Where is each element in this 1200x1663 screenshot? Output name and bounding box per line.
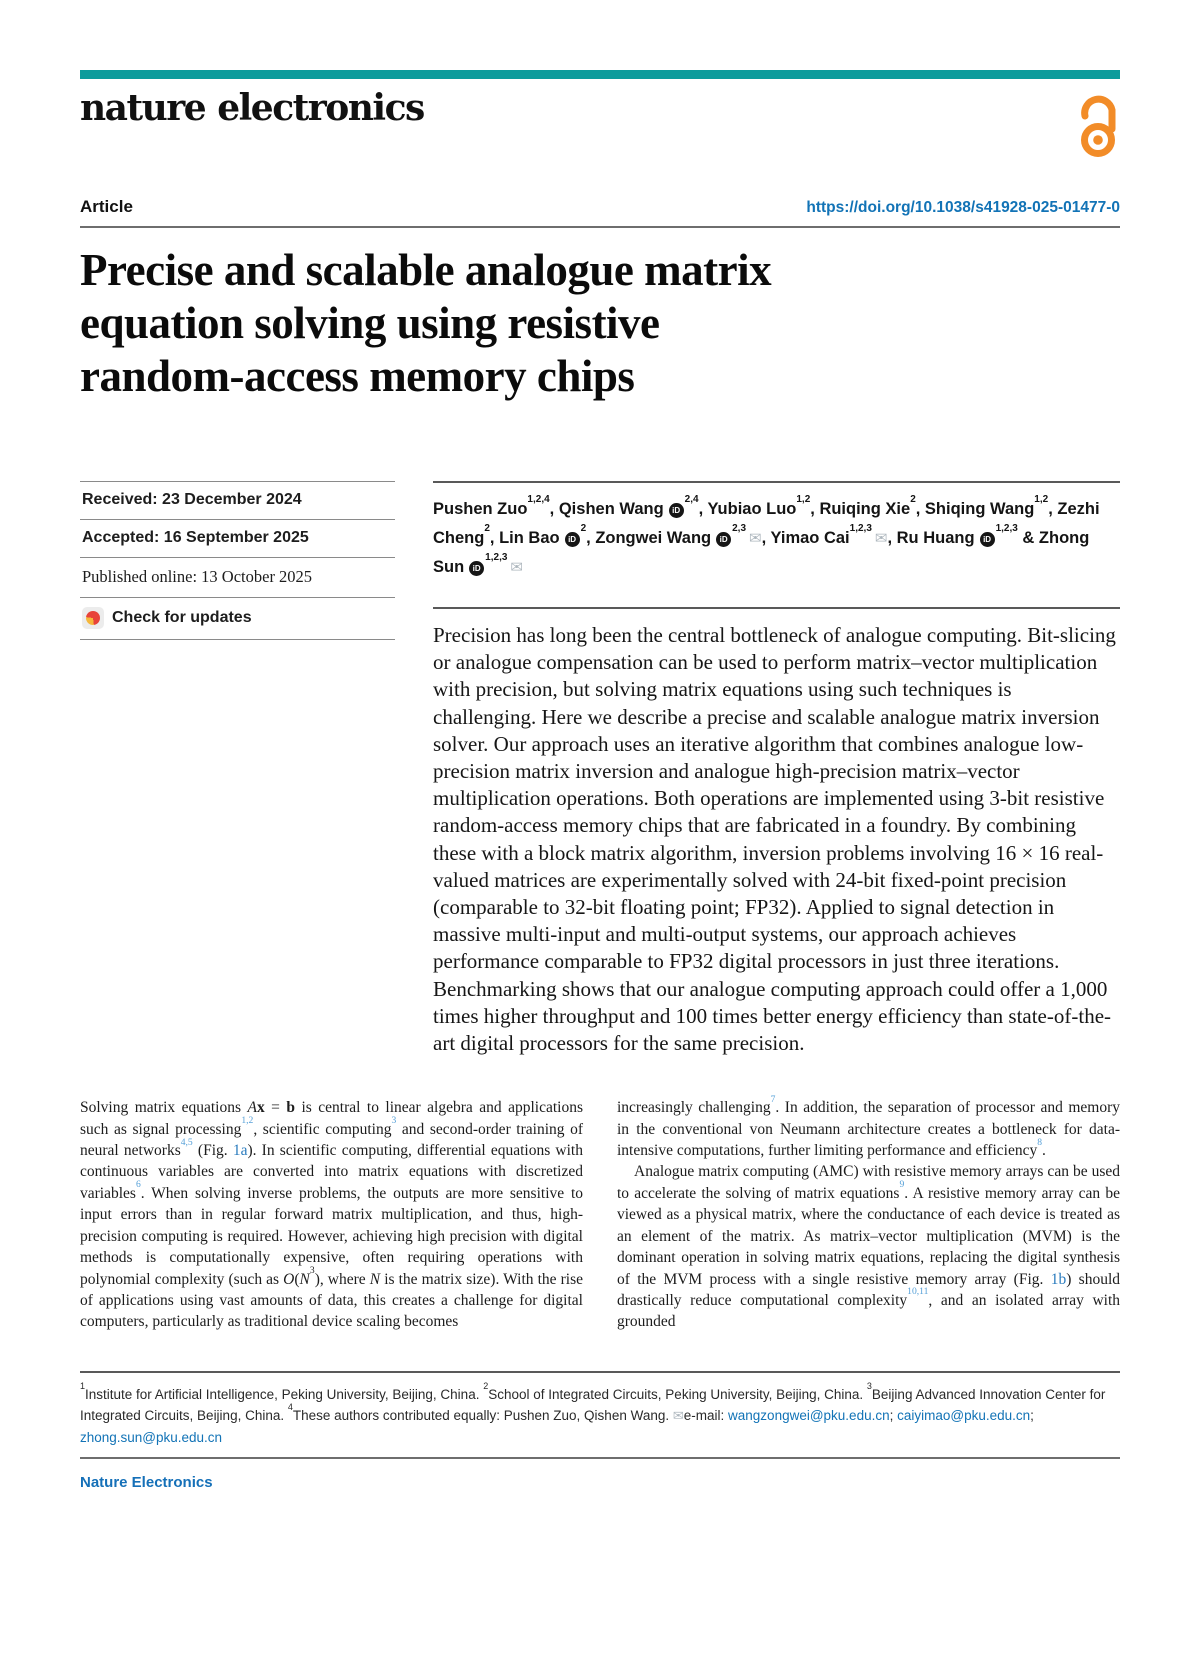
check-for-updates-label: Check for updates — [112, 609, 252, 626]
email-icon[interactable]: ✉ — [510, 558, 523, 576]
affiliation-superscript: 1,2,4 — [527, 493, 550, 505]
body-column-right — [617, 1093, 1121, 1332]
author-name: Ruiqing Xie — [819, 500, 911, 518]
inline-link[interactable]: caiyimao@pku.edu.cn — [897, 1407, 1031, 1423]
author-name: Zhong Sun — [433, 529, 1090, 576]
article-header-row — [80, 197, 1120, 228]
paragraph: Solving matrix equations Ax = b is central to linear algebra and applications such as signal processing$^{1,2}$, scientific computing$^3$ and second-order training of neural networks$^{4,5}$ (Fig. 1a). In scientific computing, differential equations with continuous variables are converted into matrix equations with discretized variables$^6$. When solving inverse problems, the outputs are more sensitive to input errors than in regular forward matrix multiplication, and thus, high-precision computing is required. However, achieving high precision with digital methods is computationally expensive, often requiring operations with polynomial complexity (such as $O(N^3)$, where N is the matrix size). With the rise of applications using vast amounts of data, this creates a challenge for digital computers, particularly as traditional device scaling becomes — [80, 1099, 583, 1331]
body-text — [80, 1093, 1121, 1332]
masthead — [80, 89, 1120, 165]
received-date: Received: 23 December 2024 — [80, 481, 395, 519]
published-date: Published online: 13 October 2025 — [80, 557, 395, 597]
doi-link[interactable]: https://doi.org/10.1038/s41928-025-01477-0 — [806, 199, 1120, 216]
author-name: Lin Bao — [499, 529, 560, 547]
affiliation-superscript: 1,2,3 — [485, 551, 508, 563]
citation-link[interactable]: 7 — [770, 1093, 776, 1105]
affiliation-superscript: 1,2 — [796, 493, 811, 505]
page-footer — [80, 1457, 1120, 1492]
email-icon[interactable]: ✉ — [874, 529, 888, 547]
citation-link[interactable]: 4,5 — [180, 1136, 193, 1148]
authors-list: Pushen Zuo$^{1,2,4}$, Qishen Wang iD$^{2,4}$, Yubiao Luo$^{1,2}$, Ruiqing Xie$^2$, Shiqing Wang$^{1,2}$, Zezhi Cheng$^2$, Lin Bao iD$^2$, Zongwei Wang iD$^{2,3}$✉, Yimao Cai$^{1,2,3}$✉, Ru Huang iD$^{1,2,3}$ & Zhong Sun iD$^{1,2,3}$✉ — [433, 481, 1120, 582]
affiliation-superscript: 2 — [484, 522, 490, 534]
affiliation-superscript: 1,2 — [1034, 493, 1049, 505]
inline-link[interactable]: 1a — [232, 1142, 248, 1160]
paragraph: increasingly challenging$^7$. In addition, the separation of processor and memory in the conventional von Neumann architecture creates a bottleneck for data-intensive computations, further limiting performance and efficiency$^8$. — [617, 1093, 1121, 1160]
orcid-icon[interactable]: iD — [980, 532, 995, 547]
author-name: Shiqing Wang — [924, 500, 1035, 518]
email-icon: ✉ — [672, 1408, 684, 1424]
author-name: Ru Huang — [896, 529, 975, 547]
body-column-left — [80, 1097, 583, 1332]
citation-link[interactable]: 8 — [1037, 1136, 1043, 1148]
article-page — [0, 70, 1200, 1492]
author-name: Qishen Wang — [558, 500, 664, 518]
accepted-date: Accepted: 16 September 2025 — [80, 519, 395, 557]
author-name: Yimao Cai — [770, 529, 850, 547]
citation-link[interactable]: 3 — [391, 1115, 397, 1127]
orcid-icon[interactable]: iD — [469, 561, 484, 576]
inline-link[interactable]: 1b — [1050, 1270, 1067, 1288]
affiliation-superscript: 2,3 — [732, 522, 747, 534]
orcid-icon[interactable]: iD — [565, 532, 580, 547]
affiliation-superscript: 2 — [580, 522, 587, 534]
affiliation-superscript: 2,4 — [684, 493, 699, 505]
citation-link[interactable]: 1,2 — [241, 1115, 254, 1127]
dates-sidebar — [80, 481, 395, 1057]
affiliation-superscript: 1,2,3 — [849, 522, 872, 534]
article-type-label: Article — [80, 197, 133, 216]
author-name: Zezhi Cheng — [433, 500, 1100, 547]
affiliations-footnote: $^1$Institute for Artificial Intelligence, Peking University, Beijing, China. $^2$School of Integrated Circuits, Peking University, Beijing, China. $^3$Beijing Advanced Innovation Center for Integrated Circuits, Beijing, China. $^4$These authors contributed equally: Pushen Zuo, Qishen Wang. ✉e-mail: wangzongwei@pku.edu.cn; caiyimao@pku.edu.cn; zhong.sun@pku.edu.cn — [80, 1371, 1120, 1448]
citation-link[interactable]: 10,11 — [907, 1286, 929, 1298]
authors-abstract-column — [433, 481, 1120, 1057]
crossmark-icon — [82, 607, 104, 629]
inline-link[interactable]: wangzongwei@pku.edu.cn — [728, 1407, 890, 1423]
info-section — [80, 481, 1120, 1057]
affiliation-superscript: 1,2,3 — [995, 522, 1018, 534]
paragraph: Analogue matrix computing (AMC) with resistive memory arrays can be used to accelerate the solving of matrix equations$^9$. A resistive memory array can be viewed as a physical matrix, where the conductance of each device is treated as an element of the matrix. As matrix–vector multiplication (MVM) is the dominant operation in solving matrix equations, replacing the digital synthesis of the MVM process with a single resistive memory array (Fig. 1b) should drastically reduce computational complexity$^{10,11}$, and an isolated array with grounded — [617, 1163, 1121, 1331]
affiliation-superscript: 2 — [910, 493, 916, 505]
inline-link[interactable]: zhong.sun@pku.edu.cn — [80, 1429, 223, 1445]
abstract: Precision has long been the central bottleneck of analogue computing. Bit-slicing or analogue compensation can be used to perform matrix–vector multiplication with precision, but solving matrix equations using such techniques is challenging. Here we describe a precise and scalable analogue matrix inversion solver. Our approach uses an iterative algorithm that combines analogue low-precision matrix inversion and analogue high-precision matrix–vector multiplication operations. Both operations are implemented using 3-bit resistive random-access memory chips that are fabricated in a foundry. By combining these with a block matrix algorithm, inversion problems involving 16 × 16 real-valued matrices are experimentally solved with 24-bit fixed-point precision (comparable to 32-bit floating point; FP32). Applied to signal detection in massive multi-input and multi-output systems, our approach achieves performance comparable to FP32 digital processors in just three iterations. Benchmarking shows that our analogue computing approach could offer a 1,000 times higher throughput and 100 times better energy efficiency than state-of-the-art digital processors for the same precision. — [433, 607, 1120, 1057]
journal-logo: nature electronics — [80, 87, 424, 129]
check-for-updates-button[interactable] — [80, 597, 395, 640]
footer-journal-link[interactable]: Nature Electronics — [80, 1473, 213, 1491]
author-name: Pushen Zuo — [433, 500, 528, 518]
citation-link[interactable]: 9 — [899, 1179, 905, 1191]
brand-bar — [80, 70, 1120, 79]
email-icon[interactable]: ✉ — [749, 529, 762, 547]
paper-title: Precise and scalable analogue matrix equation solving using resistive random-access memory chips — [80, 245, 772, 401]
author-name: Yubiao Luo — [707, 500, 797, 518]
orcid-icon[interactable]: iD — [669, 503, 684, 518]
citation-link[interactable]: 6 — [135, 1179, 141, 1191]
open-access-icon — [1076, 93, 1120, 164]
orcid-icon[interactable]: iD — [716, 532, 731, 547]
author-name: Zongwei Wang — [595, 529, 712, 547]
